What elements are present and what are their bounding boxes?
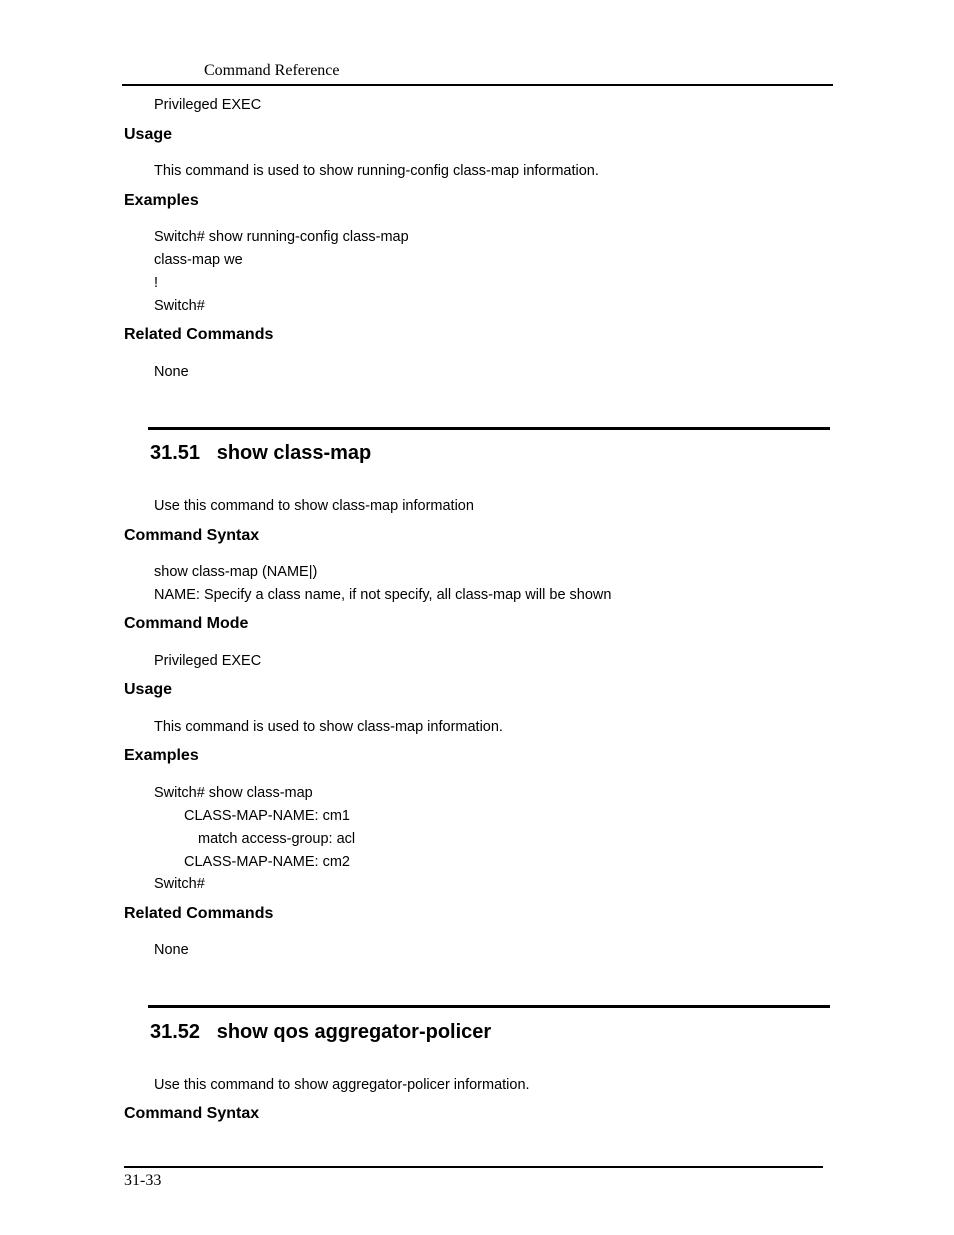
section-rule: [148, 427, 830, 430]
example-line: !: [154, 275, 159, 291]
related-commands-value: None: [154, 942, 189, 958]
section-rule: [148, 1005, 830, 1008]
running-header-title: Command Reference: [204, 62, 340, 79]
section-intro: Use this command to show class-map information: [154, 498, 474, 514]
example-line: CLASS-MAP-NAME: cm2: [184, 854, 350, 870]
examples-heading: Examples: [124, 192, 199, 209]
example-line: Switch# show running-config class-map: [154, 229, 409, 245]
usage-heading: Usage: [124, 126, 173, 143]
example-line: CLASS-MAP-NAME: cm1: [184, 808, 350, 824]
usage-heading: Usage: [124, 681, 173, 698]
command-syntax-heading: Command Syntax: [124, 1105, 260, 1122]
example-line: match access-group: acl: [198, 831, 356, 847]
syntax-line: NAME: Specify a class name, if not specify, all class-map will be shown: [154, 587, 612, 603]
command-mode-value: Privileged EXEC: [154, 97, 262, 113]
section-title: 31.52 show qos aggregator-policer: [150, 1021, 492, 1043]
usage-text: This command is used to show class-map information.: [154, 719, 503, 735]
related-commands-value: None: [154, 364, 189, 380]
related-commands-heading: Related Commands: [124, 326, 274, 343]
example-line: Switch#: [154, 298, 205, 314]
examples-heading: Examples: [124, 747, 199, 764]
example-line: class-map we: [154, 252, 243, 268]
section-intro: Use this command to show aggregator-policer information.: [154, 1077, 530, 1093]
page-number: 31-33: [124, 1172, 162, 1189]
example-line: Switch# show class-map: [154, 785, 313, 801]
syntax-line: show class-map (NAME|): [154, 564, 318, 580]
command-syntax-heading: Command Syntax: [124, 527, 260, 544]
command-mode-heading: Command Mode: [124, 615, 249, 632]
section-title: 31.51 show class-map: [150, 442, 372, 464]
usage-text: This command is used to show running-config class-map information.: [154, 163, 599, 179]
command-mode-value: Privileged EXEC: [154, 653, 262, 669]
footer-rule: [124, 1166, 823, 1168]
header-rule: [122, 84, 833, 86]
example-line: Switch#: [154, 876, 205, 892]
related-commands-heading: Related Commands: [124, 905, 274, 922]
